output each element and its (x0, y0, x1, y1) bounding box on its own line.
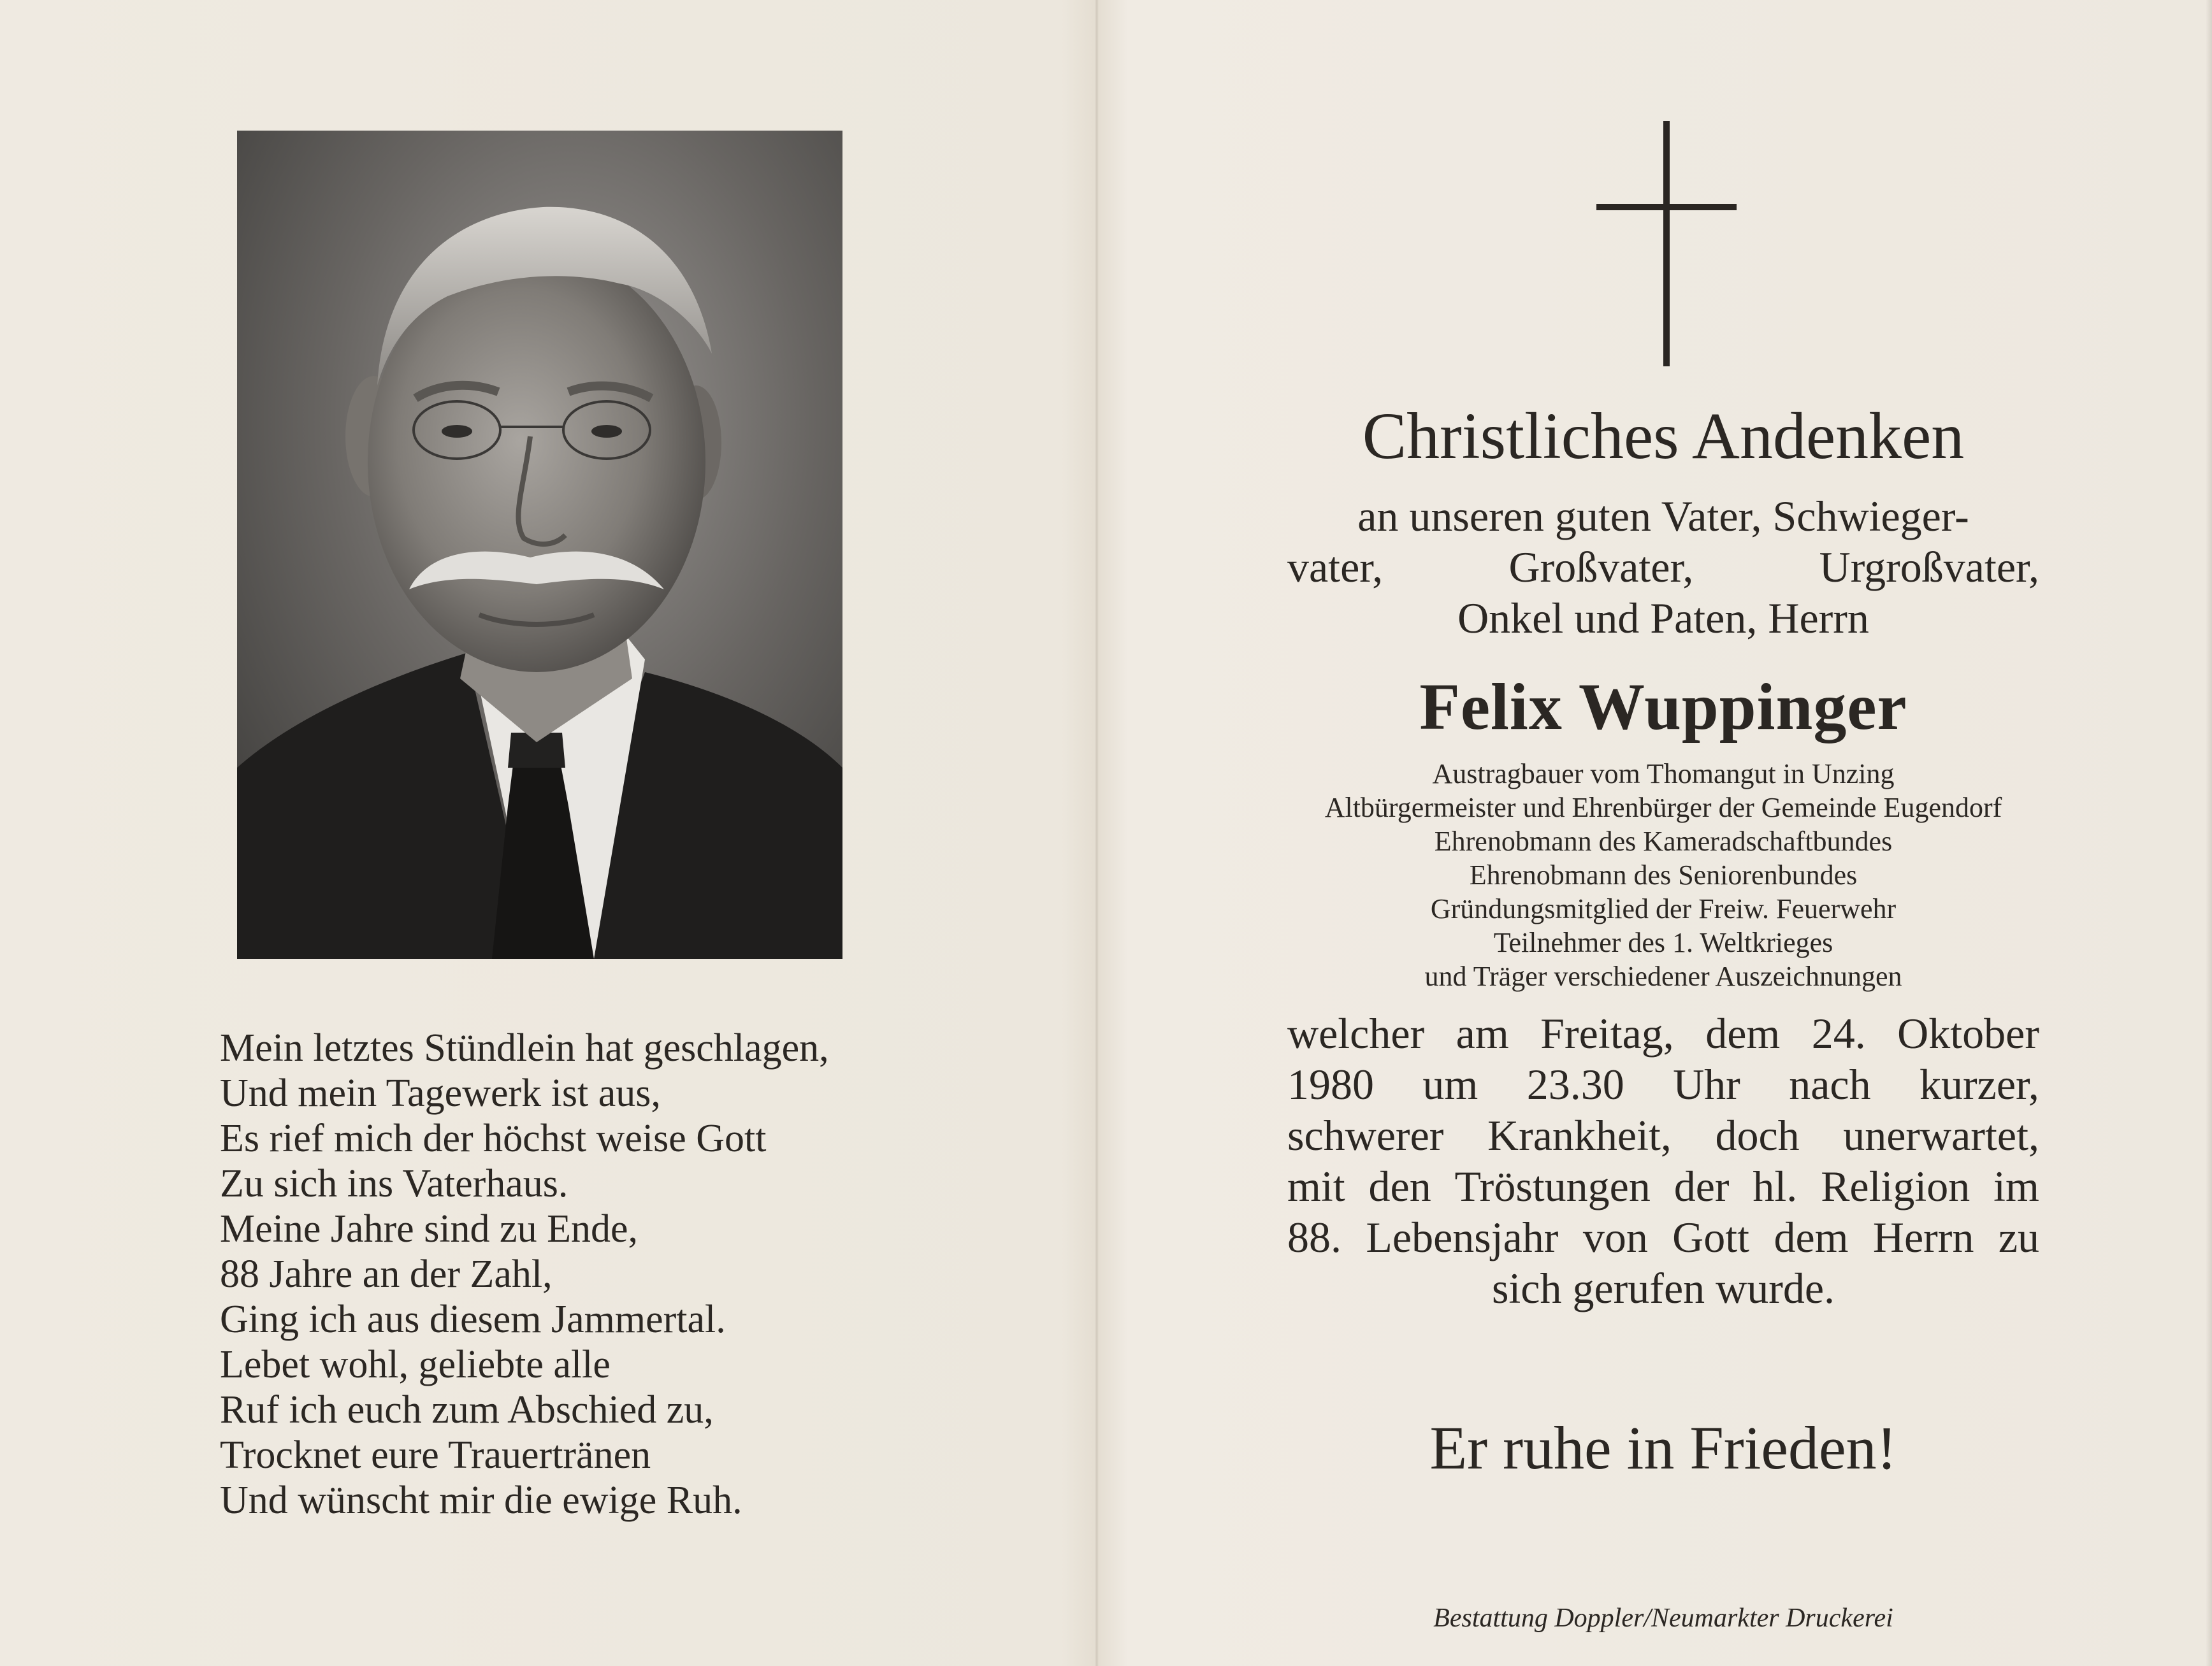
word: dem (1774, 1213, 1849, 1261)
word: Uhr (1673, 1060, 1740, 1109)
card-edge-shadow (2206, 0, 2212, 1666)
poem-line: Mein letztes Stündlein hat geschlagen, (220, 1026, 829, 1070)
death-notice-line (1287, 1212, 2039, 1263)
word: 24. (1811, 1009, 1866, 1058)
word: im (1993, 1162, 2039, 1210)
word: hl. (1753, 1162, 1798, 1210)
dedication-line: Onkel und Paten, Herrn (1457, 594, 1869, 642)
cross-icon (1596, 121, 1737, 366)
honor-item: Gründungsmitglied der Freiw. Feuerwehr (1430, 893, 1897, 924)
word: welcher (1287, 1009, 1425, 1058)
word: Krankheit, (1487, 1111, 1672, 1160)
dedication (1287, 491, 2039, 643)
honor-item: Ehrenobmann des Seniorenbundes (1469, 859, 1858, 891)
honor-item: Austragbauer vom Thomangut in Unzing (1432, 758, 1895, 789)
card-title: Christliches Andenken (1362, 399, 1965, 473)
death-notice (1287, 1008, 2039, 1314)
dedication-line: an unseren guten Vater, Schwieger- (1357, 492, 1969, 540)
honor-item: und Träger verschiedener Auszeichnungen (1424, 961, 1902, 992)
honor-item: Altbürgermeister und Ehrenbürger der Gemeinde Eugendorf (1324, 792, 2002, 823)
death-notice-line (1287, 1161, 2039, 1212)
poem-line: Und wünscht mir die ewige Ruh. (220, 1479, 742, 1522)
poem-line: Meine Jahre sind zu Ende, (220, 1207, 638, 1251)
honors-list (1287, 757, 2039, 993)
fold-line (1095, 0, 1099, 1666)
dedication-word: Großvater, (1508, 543, 1694, 591)
deceased-name: Felix Wuppinger (1419, 670, 1907, 743)
death-notice-line (1287, 1110, 2039, 1161)
poem-line: Zu sich ins Vaterhaus. (220, 1162, 568, 1205)
word: 23.30 (1526, 1060, 1624, 1109)
word: Lebensjahr (1366, 1213, 1559, 1261)
word: Religion (1821, 1162, 1970, 1210)
poem-line: Ruf ich euch zum Abschied zu, (220, 1388, 714, 1432)
word: Oktober (1897, 1009, 2039, 1058)
word: 88. (1287, 1213, 1341, 1261)
closing-phrase: Er ruhe in Frieden! (1429, 1414, 1897, 1482)
word: den (1368, 1162, 1431, 1210)
word: unerwartet, (1843, 1111, 2039, 1160)
word: schwerer (1287, 1111, 1444, 1160)
death-notice-line: sich gerufen wurde. (1491, 1264, 1835, 1312)
word: mit (1287, 1162, 1345, 1210)
word: Gott (1672, 1213, 1750, 1261)
printer-credit: Bestattung Doppler/Neumarkter Druckerei (1433, 1604, 1893, 1633)
poem-line: Lebet wohl, geliebte alle (220, 1343, 611, 1386)
word: am (1456, 1009, 1509, 1058)
word: 1980 (1287, 1060, 1374, 1109)
poem (220, 1026, 985, 1523)
poem-line: 88 Jahre an der Zahl, (220, 1253, 553, 1296)
word: Tröstungen (1454, 1162, 1651, 1210)
word: von (1582, 1213, 1648, 1261)
dedication-word: vater, (1287, 543, 1384, 591)
portrait-photo (237, 131, 842, 959)
dedication-line (1287, 542, 2039, 592)
word: um (1422, 1060, 1478, 1109)
word: dem (1705, 1009, 1781, 1058)
word: zu (1998, 1213, 2039, 1261)
poem-line: Es rief mich der höchst weise Gott (220, 1117, 767, 1160)
word: der (1673, 1162, 1730, 1210)
death-notice-line (1287, 1059, 2039, 1110)
death-notice-line (1287, 1008, 2039, 1059)
word: kurzer, (1919, 1060, 2039, 1109)
honor-item: Teilnehmer des 1. Weltkrieges (1493, 927, 1833, 958)
dedication-word: Urgroßvater, (1819, 543, 2039, 591)
poem-line: Trocknet eure Trauertränen (220, 1433, 651, 1477)
word: Freitag, (1540, 1009, 1674, 1058)
poem-line: Und mein Tagewerk ist aus, (220, 1072, 661, 1115)
word: doch (1715, 1111, 1800, 1160)
poem-line: Ging ich aus diesem Jammertal. (220, 1298, 726, 1341)
word: Herrn (1872, 1213, 1974, 1261)
portrait-image (237, 131, 842, 959)
honor-item: Ehrenobmann des Kameradschaftbundes (1434, 826, 1893, 857)
word: nach (1789, 1060, 1871, 1109)
